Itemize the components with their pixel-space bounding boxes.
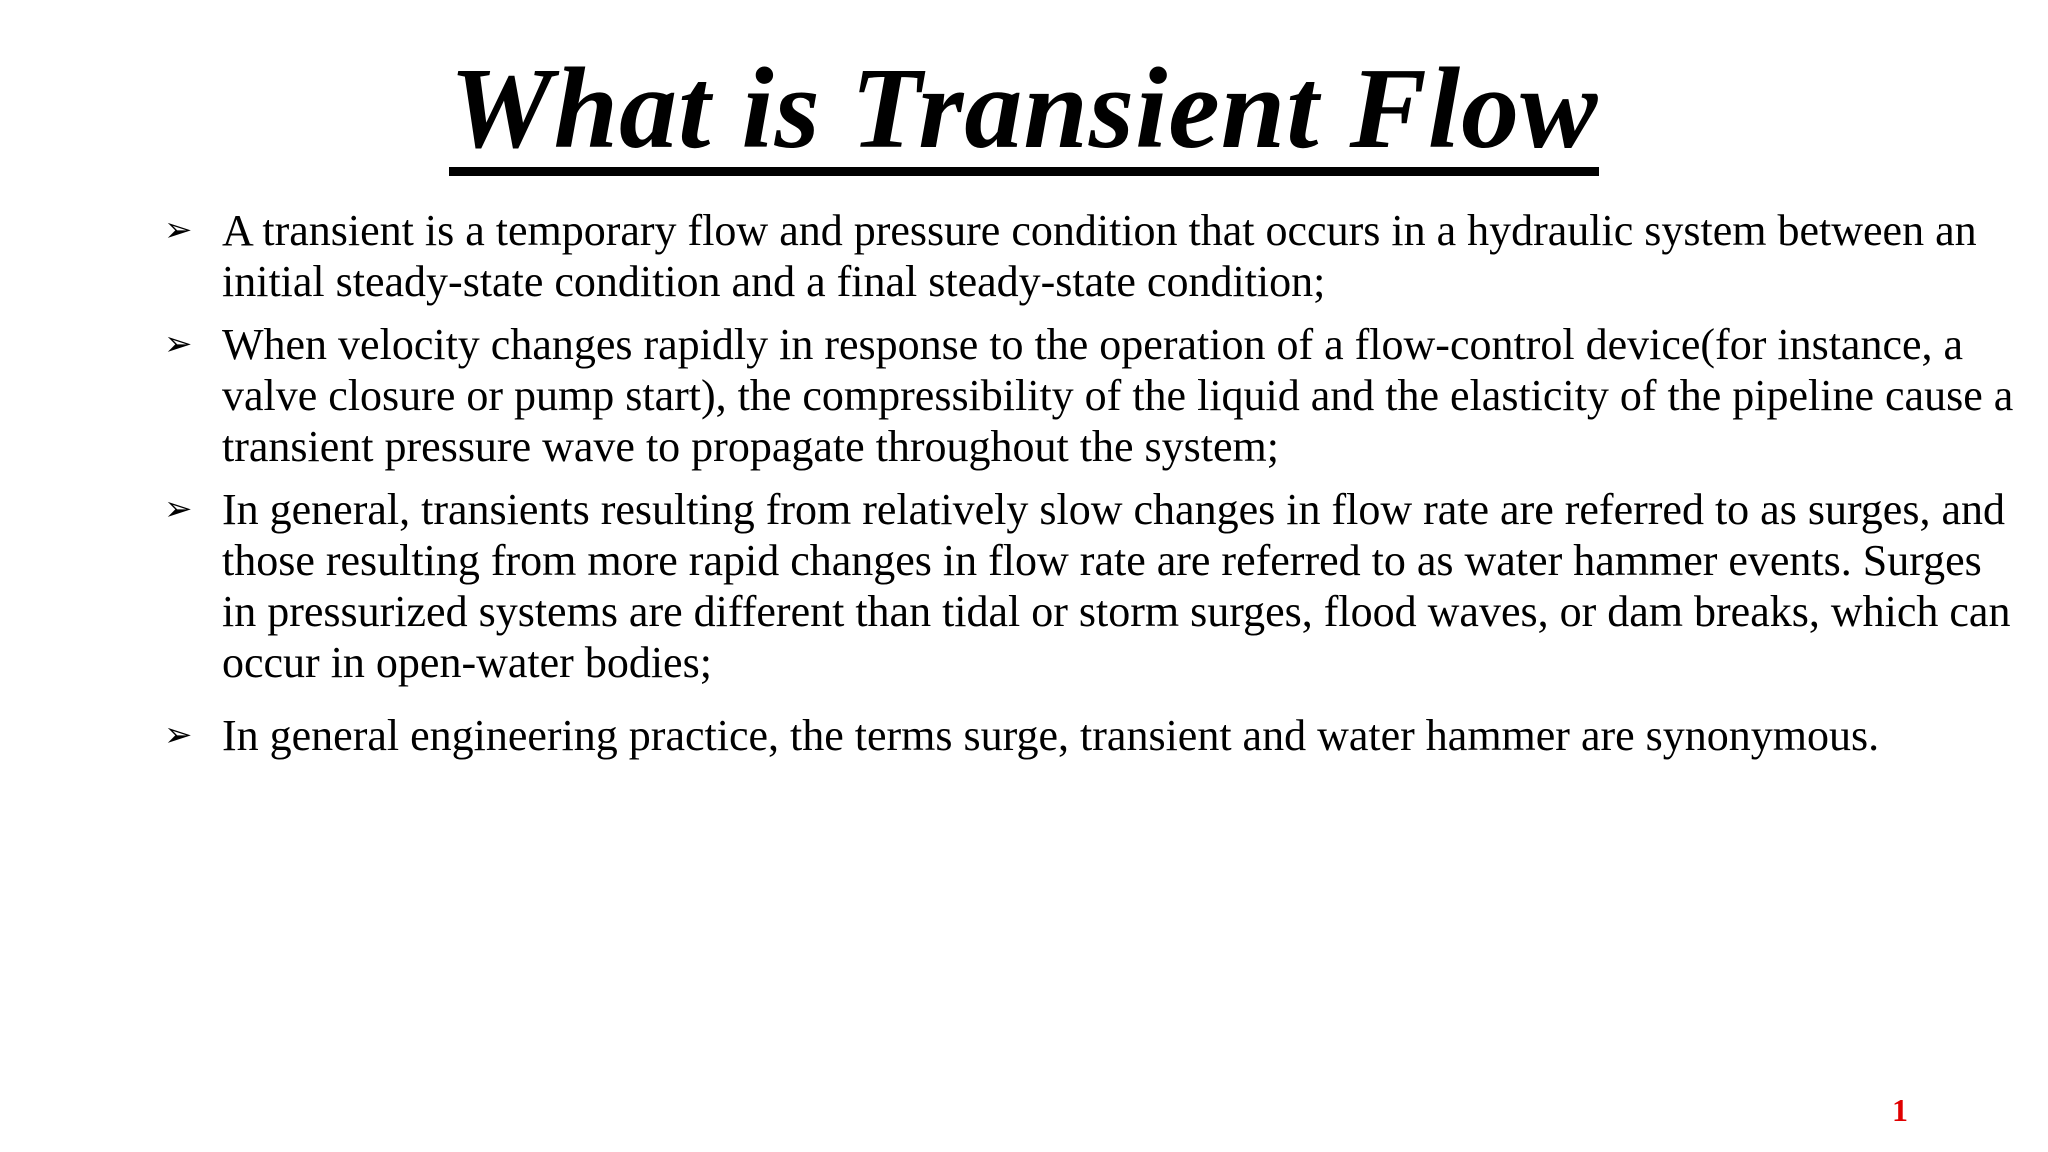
arrow-bullet-icon: ➢ [164, 210, 193, 250]
bullet-item [160, 319, 2020, 472]
arrow-bullet-icon: ➢ [164, 324, 193, 364]
bullet-text: In general, transients resulting from relatively slow changes in flow rate are referred to as surges, and those resulting from more rapid changes in flow rate are referred to as water hammer events. Surges in pressurized systems are different than tidal or storm surges, flood waves, or dam breaks, which can occur in open-water bodies; [222, 485, 2011, 687]
bullet-item [160, 484, 2020, 688]
bullet-item [160, 710, 2020, 761]
arrow-bullet-icon: ➢ [164, 489, 193, 529]
slide-title [0, 44, 2048, 176]
bullet-text: When velocity changes rapidly in response to the operation of a flow-control device(for instance, a valve closure or pump start), the compressibility of the liquid and the elasticity of the pipeline cause a transient pressure wave to propagate throughout the system; [222, 320, 2014, 471]
arrow-bullet-icon: ➢ [164, 715, 193, 755]
page-number: 1 [1892, 1092, 1908, 1128]
bullet-item [160, 205, 2020, 307]
slide-title-text: What is Transient Flow [449, 51, 1598, 176]
bullet-text: A transient is a temporary flow and pressure condition that occurs in a hydraulic system between an initial steady-state condition and a final steady-state condition; [222, 206, 1977, 306]
bullet-list [160, 205, 2020, 761]
bullet-text: In general engineering practice, the terms surge, transient and water hammer are synonymous. [222, 711, 1880, 760]
